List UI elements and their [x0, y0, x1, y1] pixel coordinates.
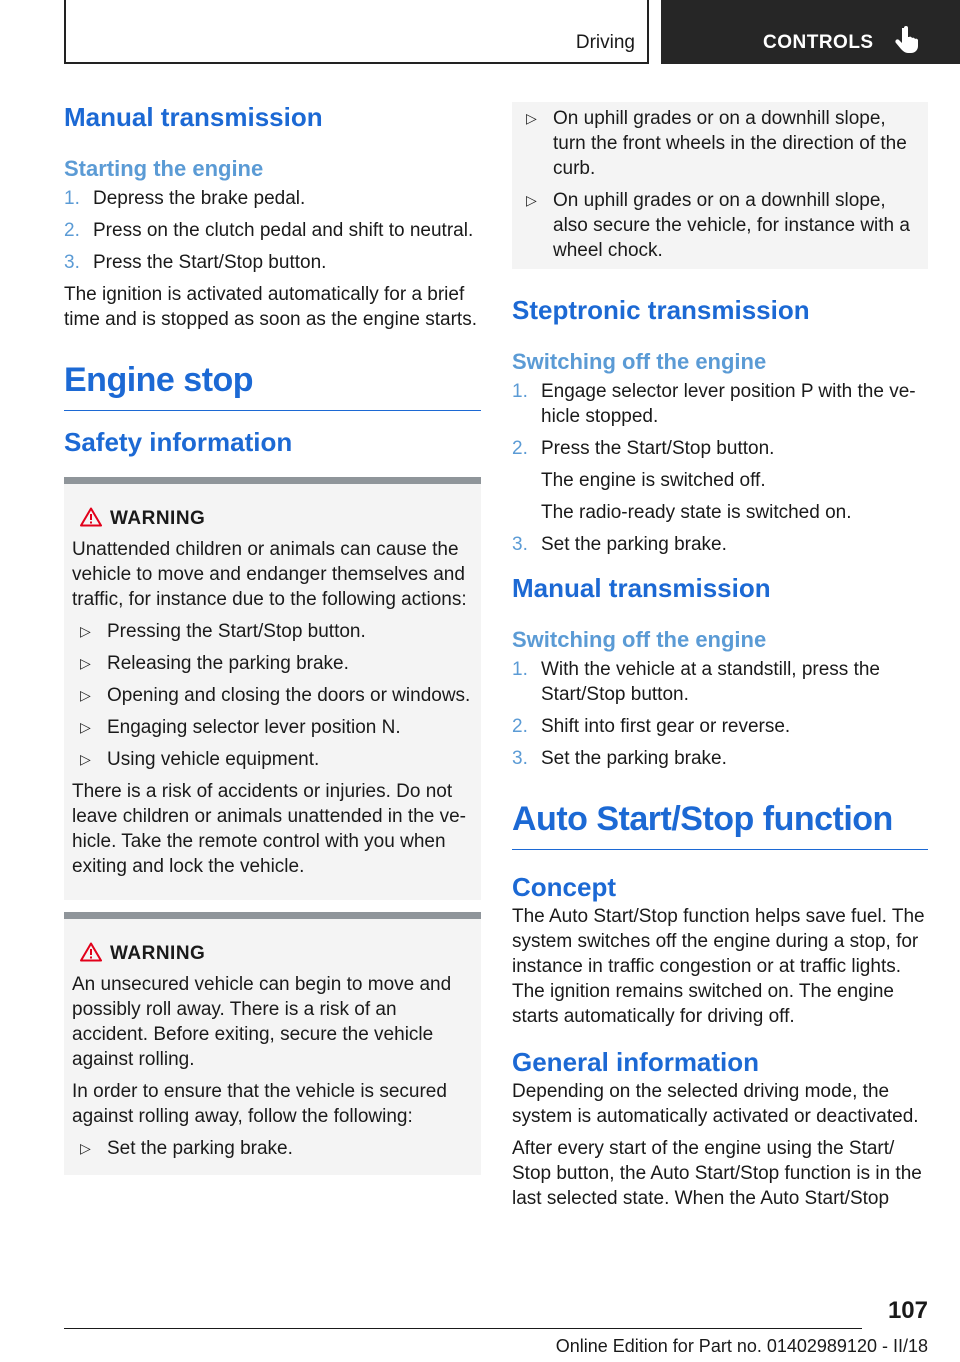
step-text: Engage selector lever position P with the vehicle stopped.: [541, 381, 916, 427]
engine-stop-heading: Engine stop: [64, 358, 481, 411]
list-item: ▷ Opening and closing the doors or windows.: [72, 683, 473, 708]
list-item: [64, 186, 481, 211]
manual-steps-list: [512, 657, 928, 771]
starting-steps-list: [64, 186, 481, 275]
switching-off-heading: Switching off the engine: [512, 349, 767, 374]
step-number: 2.: [512, 438, 528, 459]
general-text-1: Depending on the selected driving mode, the system is automatically activated or deactivated.: [512, 1081, 919, 1127]
list-item: [512, 379, 928, 429]
step-text: Press on the clutch pedal and shift to neutral.: [93, 220, 474, 241]
list-item: [512, 746, 928, 771]
warning-title: [72, 506, 473, 531]
concept-text: The Auto Start/Stop function helps save fuel. The system switches off the engine during a stop, for instance in traffic congestion or at traffic lights. The ignition remains switched on. The engine starts automatically for driving off.: [512, 906, 925, 1027]
left-column: [64, 100, 481, 1175]
general-text-2: After every start of the engine using the Start/ Stop button, the Auto Start/Stop function is in the last selected state. When the Auto Start/Stop: [512, 1138, 922, 1209]
step-text: Depress the brake pedal.: [93, 188, 306, 209]
list-item: ▷ Using vehicle equipment.: [72, 747, 473, 772]
warning-triangle-icon: [80, 507, 102, 527]
step-text: Shift into first gear or reverse.: [541, 716, 791, 737]
footer-divider: [64, 1328, 862, 1329]
list-item: [64, 250, 481, 275]
step-text: Press the Start/Stop button.: [93, 252, 327, 273]
step-subtext: The radio-ready state is switched on.: [541, 502, 852, 523]
warning-intro-2: In order to ensure that the vehicle is secured against rolling away, follow the following:: [72, 1081, 447, 1127]
steptronic-steps-list: [512, 379, 928, 557]
list-item: ▷ Pressing the Start/Stop button.: [72, 619, 473, 644]
continuation-list: [518, 106, 916, 263]
warning-title: [72, 941, 473, 966]
warning-title-text: WARNING: [110, 508, 206, 529]
list-item: ▷ Set the parking brake.: [72, 1136, 473, 1161]
warning-box-unsecured: [64, 912, 481, 1175]
step-number: 3.: [64, 252, 80, 273]
step-number: 3.: [512, 534, 528, 555]
header-section-label: Driving: [575, 32, 635, 53]
auto-start-stop-heading: Auto Start/Stop function: [512, 797, 928, 850]
step-text: Set the parking brake.: [541, 534, 727, 555]
header-chapter-label: CONTROLS: [763, 32, 874, 53]
step-number: 2.: [64, 220, 80, 241]
manual-transmission-heading: Manual transmission: [64, 102, 323, 132]
header-section-box: [64, 0, 649, 64]
warning-title-text: WARNING: [110, 943, 206, 964]
warning-intro: Unattended children or animals can cause the vehicle to move and endanger themselves and traffic, for instance due to the following actions:: [72, 539, 467, 610]
list-item: ▷ Releasing the parking brake.: [72, 651, 473, 676]
list-item: [512, 436, 928, 525]
step-number: 3.: [512, 748, 528, 769]
safety-information-heading: Safety information: [64, 427, 293, 457]
step-number: 1.: [512, 381, 528, 402]
starting-note: The ignition is activated automatically for a brief time and is stopped as soon as the engine starts.: [64, 284, 477, 330]
list-item: [512, 532, 928, 557]
manual-transmission-heading-2: Manual transmission: [512, 573, 771, 603]
page-number: 107: [887, 1297, 928, 1324]
hand-pointer-icon: [895, 26, 921, 54]
switching-off-heading-2: Switching off the engine: [512, 627, 767, 652]
step-number: 2.: [512, 716, 528, 737]
step-number: 1.: [64, 188, 80, 209]
warning-continuation-box: [512, 102, 928, 269]
warning-box-unattended: [64, 477, 481, 900]
step-subtext: The engine is switched off.: [541, 470, 766, 491]
list-item: [512, 657, 928, 707]
warning-actions-list: [72, 619, 473, 772]
right-column: [512, 102, 928, 1218]
steptronic-heading: Steptronic transmission: [512, 295, 810, 325]
list-item: ▷ On uphill grades or on a downhill slope, turn the front wheels in the direction of the curb.: [518, 106, 916, 181]
concept-heading: Concept: [512, 872, 616, 902]
warning-actions-list: [72, 1136, 473, 1161]
warning-intro: An unsecured vehicle can begin to move and possibly roll away. There is a risk of an accident. Before exiting, secure the vehicle against rolling.: [72, 974, 452, 1070]
header-chapter-tab: [661, 0, 960, 64]
step-text: Set the parking brake.: [541, 748, 727, 769]
step-text: With the vehicle at a standstill, press the Start/Stop button.: [541, 659, 880, 705]
list-item: [512, 714, 928, 739]
list-item: [64, 218, 481, 243]
warning-outro: There is a risk of accidents or injuries. Do not leave children or animals unattended in the vehicle. Take the remote control with you when exiting and lock the vehicle.: [72, 781, 466, 877]
warning-triangle-icon: [80, 942, 102, 962]
footer-edition: Online Edition for Part no. 01402989120 - II/18: [555, 1336, 928, 1356]
general-information-heading: General information: [512, 1047, 760, 1077]
step-text: Press the Start/Stop button.: [541, 438, 775, 459]
list-item: ▷ On uphill grades or on a downhill slope, also secure the vehicle, for instance with a wheel chock.: [518, 188, 916, 263]
starting-engine-heading: Starting the engine: [64, 156, 264, 181]
list-item: ▷ Engaging selector lever position N.: [72, 715, 473, 740]
step-number: 1.: [512, 659, 528, 680]
